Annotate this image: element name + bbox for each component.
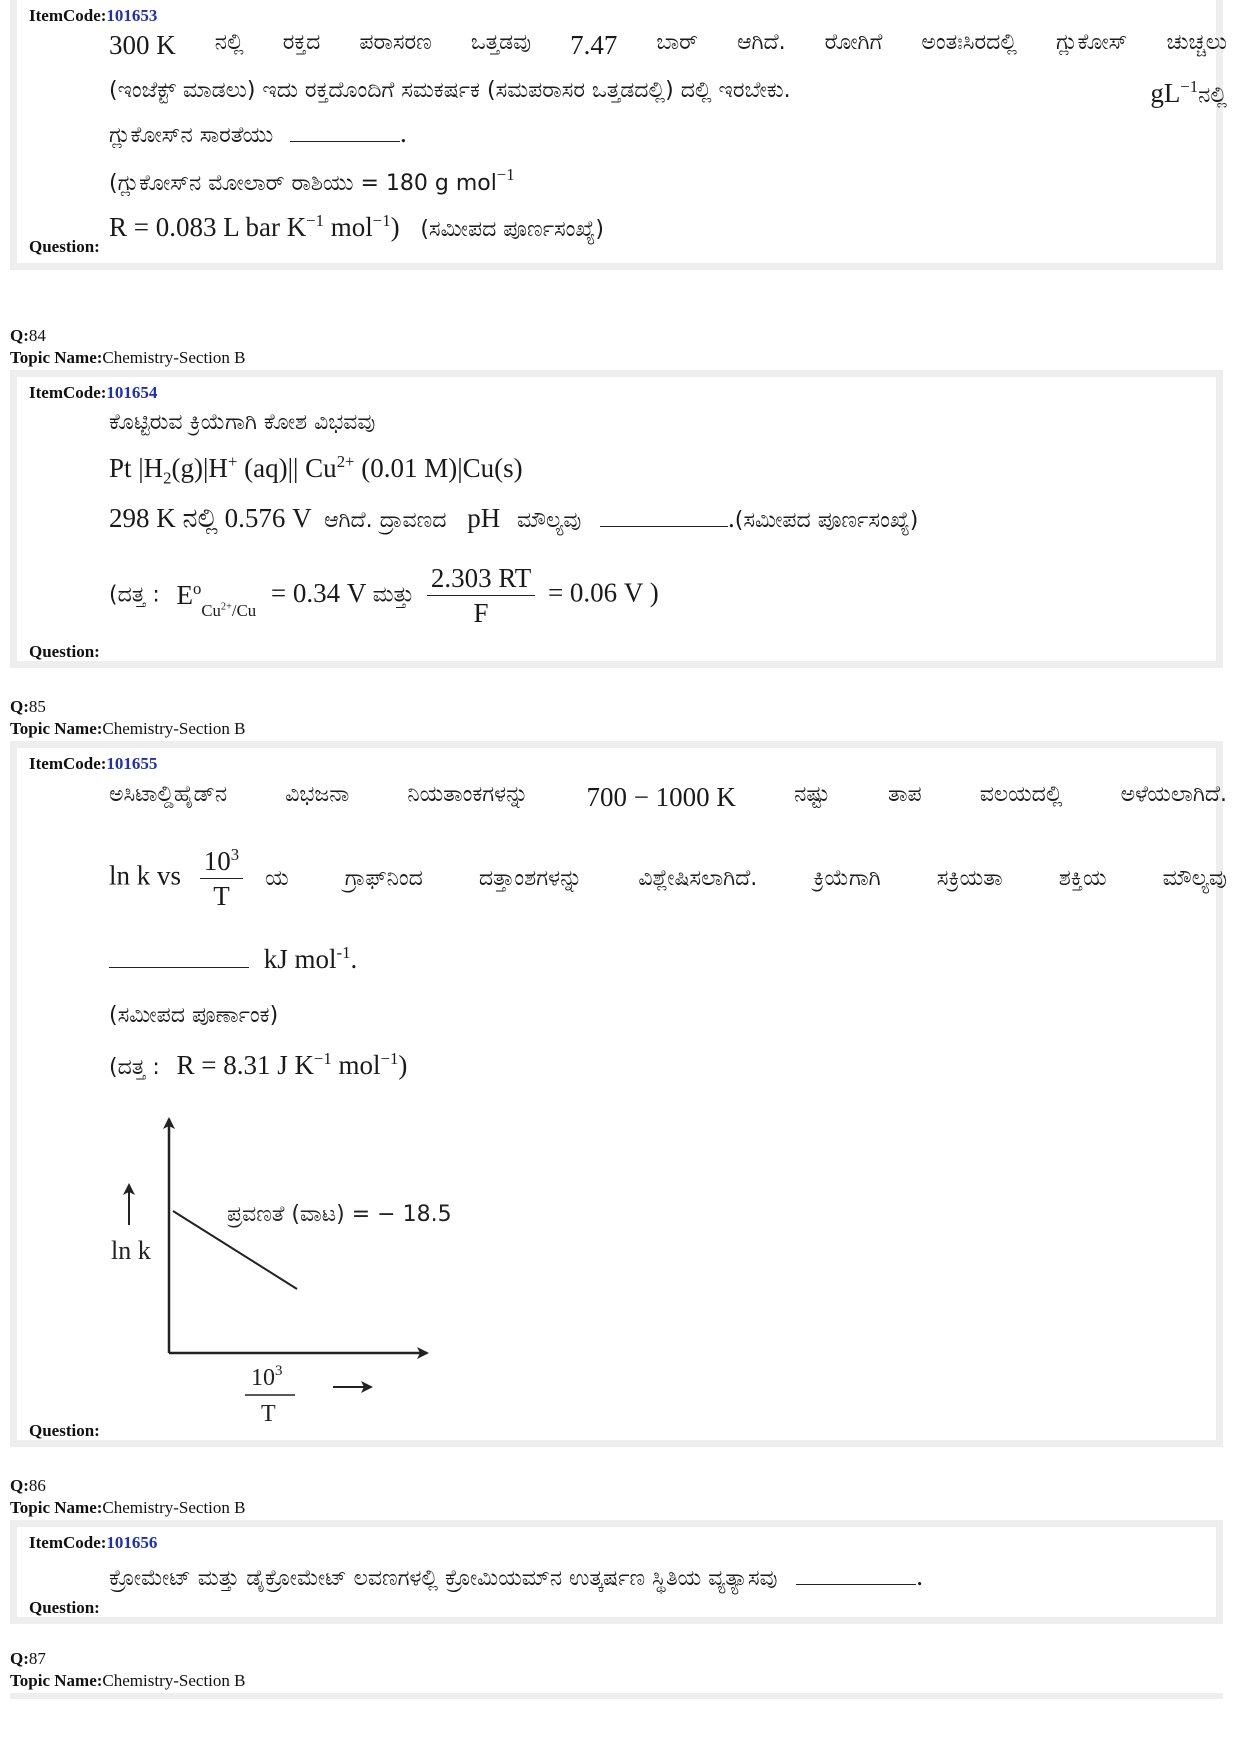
question-line: R = 0.083 L bar $K^{-1}$ mol$^{-1}$) (ಸಮೀಪದ ಪೂರ್ಣಸಂಖ್ಯೆ) xyxy=(109,211,604,242)
item-code: ItemCode:101656 xyxy=(29,1533,158,1552)
word: ವಲಯದಲ್ಲಿ xyxy=(979,782,1063,807)
question-card-86 xyxy=(10,1520,1223,1624)
word: ಅಂತಃಸಿರದಲ್ಲಿ xyxy=(921,30,1017,55)
topic-name: Chemistry-Section B xyxy=(102,1498,246,1517)
question-number: 87 xyxy=(28,1649,46,1668)
word: ಒತ್ತಡವು xyxy=(470,30,532,55)
question-line: (ಗ್ಲುಕೋಸ್‌ನ ಮೋಲಾರ್ ರಾಶಿಯು = 180 g mol$^{-1}$ xyxy=(109,165,515,196)
word: ರಕ್ತದ xyxy=(282,30,321,55)
item-code: ItemCode:101654 xyxy=(29,383,158,402)
question-label: Question: xyxy=(29,1598,100,1617)
question-card-85 xyxy=(10,741,1227,1447)
word: ತಾಪ xyxy=(888,782,922,807)
word: ಗ್ರಾಫ್‌ನಿಂದ xyxy=(344,866,423,891)
given-data: (ದತ್ತ : $E^o_{Cu^{2+}/Cu} = 0.34$ V ಮತ್ತು $\frac{2.303 RT}{F}$ = 0.06 V ) xyxy=(109,563,659,628)
word: ವಿಶ್ಲೇಷಿಸಲಾಗಿದೆ. xyxy=(638,866,758,891)
answer-blank xyxy=(109,947,249,968)
question-line: ಕ್ರೋಮೇಟ್ ಮತ್ತು ಡೈಕ್ರೋಮೇಟ್ ಲವಣಗಳಲ್ಲಿ ಕ್ರೋಮಿಯಮ್‌ನ ಉತ್ಕರ್ಷಣ ಸ್ಥಿತಿಯ ವ್ಯತ್ಯಾಸವು . xyxy=(109,1561,923,1591)
topic-name: Chemistry-Section B xyxy=(102,719,246,738)
word: ಕ್ರಿಯೆಗಾಗಿ xyxy=(813,866,881,891)
question-card-83 xyxy=(10,0,1227,270)
word: 300 K xyxy=(109,30,176,60)
topic-name: Chemistry-Section B xyxy=(102,348,246,367)
word: ಸಕ್ರಿಯತಾ xyxy=(936,866,1003,891)
question-label: Question: xyxy=(29,642,100,661)
word: ಅಸಿಟಾಲ್ಡಿಹೈಡ್‌ನ xyxy=(109,782,228,807)
word: ನಷ್ಟು xyxy=(794,782,830,807)
question-meta-84: Q:84 Topic Name:Chemistry-Section B xyxy=(10,326,246,367)
question-line: kJ mol$^{-1}$. xyxy=(109,944,357,975)
item-code-value: 101654 xyxy=(106,383,158,402)
question-meta-87: Q:87 Topic Name:Chemistry-Section B xyxy=(10,1649,246,1690)
word: ಮೌಲ್ಯವು xyxy=(1162,866,1227,891)
question-number: 84 xyxy=(28,326,46,345)
question-number: 85 xyxy=(28,697,46,716)
word: ದತ್ತಾಂಶಗಳನ್ನು xyxy=(478,866,583,891)
question-number: 86 xyxy=(28,1476,46,1495)
fraction: $\frac{10^3}{T}$ xyxy=(200,844,243,913)
question-meta-86: Q:86 Topic Name:Chemistry-Section B xyxy=(10,1476,246,1517)
y-axis-label: ln k xyxy=(111,1236,151,1265)
x-axis-label-den: T xyxy=(261,1401,276,1427)
question-card-84 xyxy=(10,370,1223,668)
word: ಗ್ಲುಕೋಸ್ xyxy=(1055,30,1128,55)
word: ಪರಾಸರಣ xyxy=(359,30,432,55)
question-line: ಕೊಟ್ಟಿರುವ ಕ್ರಿಯೆಗಾಗಿ ಕೋಶ ವಿಭವವು xyxy=(109,410,376,435)
given-data: (ದತ್ತ : R = 8.31 J $K^{-1}$ mol$^{-1}$) xyxy=(109,1049,408,1080)
question-line: ln k vs $\frac{10^3}{T}$ ಯ ಗ್ರಾಫ್‌ನಿಂದ ದತ್ತಾಂಶಗಳನ್ನು ವಿಶ್ಲೇಷಿಸಲಾಗಿದೆ. ಕ್ರಿಯೆಗಾಗಿ ಸಕ್ರಿಯತಾ ಶಕ್ತಿಯ ಮೌಲ್ಯವು xyxy=(109,845,1227,911)
word: ನಿಯತಾಂಕಗಳನ್ನು xyxy=(407,782,529,807)
topic-name: Chemistry-Section B xyxy=(102,1671,246,1690)
question-line xyxy=(109,782,1227,813)
item-code-value: 101655 xyxy=(106,754,158,773)
word: 7.47 xyxy=(570,30,618,60)
answer-blank xyxy=(600,506,728,527)
question-line: (ಸಮೀಪದ ಪೂರ್ಣಾಂಕ) xyxy=(109,1003,279,1028)
word: ವಿಭಜನಾ xyxy=(285,782,350,807)
answer-blank xyxy=(796,1564,916,1585)
word: ಶಕ್ತಿಯ xyxy=(1058,866,1107,891)
x-axis-label-num: $10^3$ xyxy=(251,1363,283,1391)
word: 700 − 1000 K xyxy=(586,782,736,812)
item-code: ItemCode:101655 xyxy=(29,754,158,773)
question-label: Question: xyxy=(29,237,100,256)
lnk-vs-inverse-T-graph xyxy=(99,1113,599,1433)
question-line xyxy=(109,30,1227,61)
question-line: 298 K ನಲ್ಲಿ 0.576 V ಆಗಿದೆ. ದ್ರಾವಣದ pH ಮೌಲ್ಯವು .(ಸಮೀಪದ ಪೂರ್ಣಸಂಖ್ಯೆ) xyxy=(109,503,919,533)
question-line: (ಇಂಜೆಕ್ಟ್ ಮಾಡಲು) ಇದು ರಕ್ತದೊಂದಿಗೆ ಸಮಕರ್ಷಕ (ಸಮಪರಾಸರ ಒತ್ತಡದಲ್ಲಿ) ದಲ್ಲಿ ಇರಬೇಕು. $gL^{-1}ನಲ್ಲಿ$ xyxy=(109,77,1227,108)
word: ನಲ್ಲಿ xyxy=(214,30,244,55)
item-code: ItemCode:101653 xyxy=(29,6,158,25)
question-meta-85: Q:85 Topic Name:Chemistry-Section B xyxy=(10,697,246,738)
item-code-value: 101653 xyxy=(106,6,158,25)
question-card-87-top xyxy=(10,1693,1223,1699)
cell-notation: Pt $|H_2(g)|H^+$ (aq)|| $Cu^{2+}$ (0.01 M)|Cu(s) xyxy=(109,452,523,488)
word: ಅಳೆಯಲಾಗಿದೆ. xyxy=(1120,782,1227,807)
word: ಯ xyxy=(265,866,289,891)
word: ರೋಗಿಗೆ xyxy=(824,30,883,55)
answer-blank xyxy=(290,121,400,142)
slope-label: ಪ್ರವಣತೆ (ವಾಟ) = − 18.5 xyxy=(227,1202,452,1227)
question-label: Question: xyxy=(29,1421,100,1440)
question-line: ಗ್ಲುಕೋಸ್‌ನ ಸಾರತೆಯು . xyxy=(109,118,407,148)
word: ಚುಚ್ಚಲು xyxy=(1166,30,1227,55)
fraction: $\frac{2.303 RT}{F}$ xyxy=(427,561,535,630)
word: ಆಗಿದೆ. xyxy=(736,30,786,55)
item-code-value: 101656 xyxy=(106,1533,158,1552)
word: ಬಾರ್ xyxy=(656,30,698,55)
